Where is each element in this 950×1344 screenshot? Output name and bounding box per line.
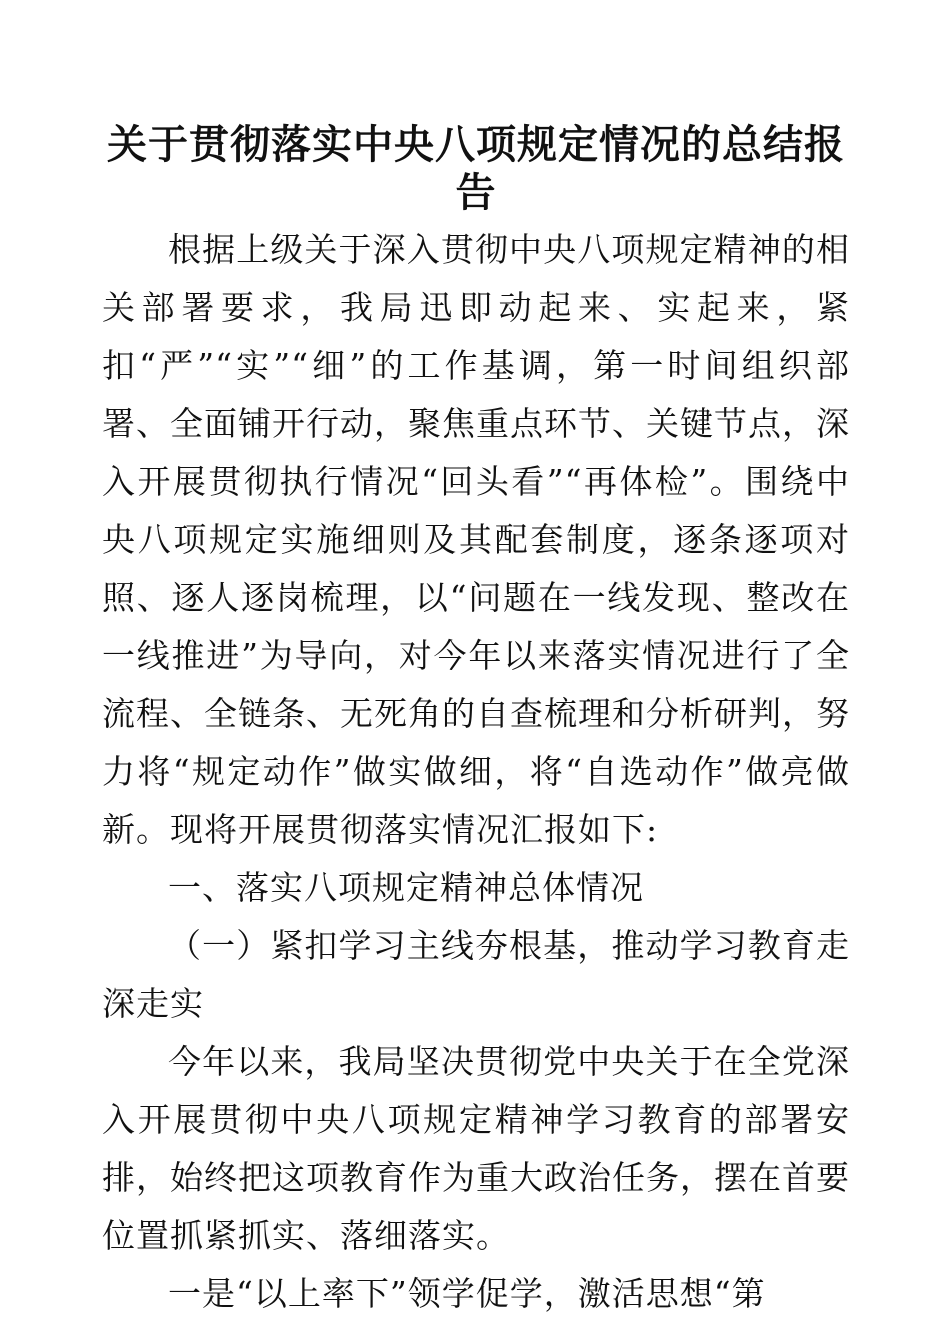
subsection-heading: （一）紧扣学习主线夯根基，推动学习教育走深走实: [102, 926, 850, 1023]
paragraph-body: 今年以来，我局坚决贯彻党中央关于在全党深入开展贯彻中央八项规定精神学习教育的部署安排，始终把这项教育作为重大政治任务，摆在首要位置抓紧抓实、落细落实。: [102, 1042, 850, 1255]
paragraph-point-one: 一是“以上率下”领学促学，激活思想“第: [168, 1274, 766, 1313]
section-heading: 一、落实八项规定精神总体情况: [168, 868, 644, 907]
paragraph-intro: 根据上级关于深入贯彻中央八项规定精神的相关部署要求，我局迅即动起来、实起来，紧扣“严”“实”“细”的工作基调，第一时间组织部署、全面铺开行动，聚焦重点环节、关键节点，深入开展贯彻执行情况“回头看”“再体检”。围绕中央八项规定实施细则及其配套制度，逐条逐项对照、逐人逐岗梳理，以“问题在一线发现、整改在一线推进”为导向，对今年以来落实情况进行了全流程、全链条、无死角的自查梳理和分析研判，努力将“规定动作”做实做细，将“自选动作”做亮做新。现将开展贯彻落实情况汇报如下:: [102, 230, 850, 849]
document-body: [102, 221, 850, 1323]
document-title: 关于贯彻落实中央八项规定情况的总结报告: [107, 122, 845, 216]
